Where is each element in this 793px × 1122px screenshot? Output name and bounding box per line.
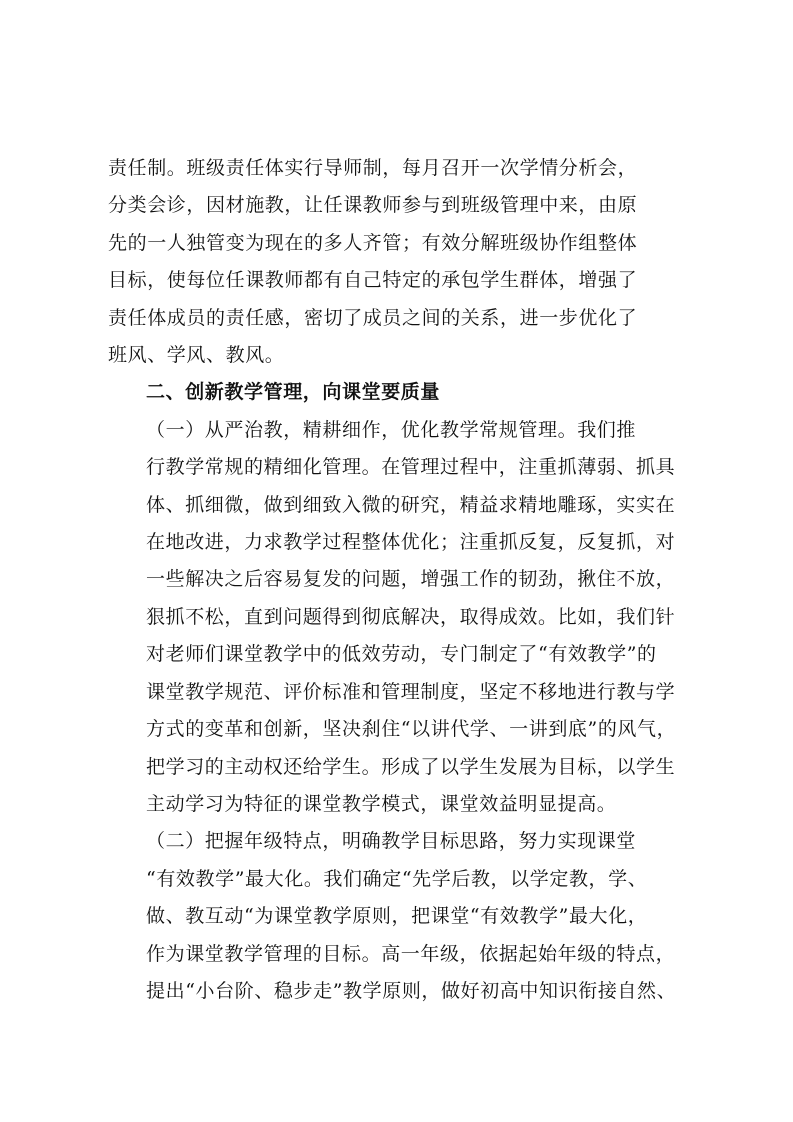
text-line: 对老师们课堂教学中的低效劳动，专门制定了“有效教学”的 (146, 643, 657, 666)
text-line: 分类会诊，因材施教，让任课教师参与到班级管理中来，由原 (108, 194, 638, 217)
text-line: 提出“小台阶、稳步走”教学原则，做好初高中知识衔接自然、 (146, 979, 677, 1002)
text-line: “有效教学”最大化。我们确定“先学后教，以学定教，学、 (146, 867, 648, 890)
text-line: 行教学常规的精细化管理。在管理过程中，注重抓薄弱、抓具 (146, 456, 676, 479)
paragraph (108, 823, 688, 1010)
text-line: 班风、学风、教风。 (108, 344, 285, 367)
text-line: 狠抓不松，直到问题得到彻底解决，取得成效。比如，我们针 (146, 605, 676, 628)
text-line: 体、抓细微，做到细致入微的研究，精益求精地雕琢，实实在 (146, 493, 676, 516)
document-body (108, 150, 688, 1010)
text-line: 课堂教学规范、评价标准和管理制度，坚定不移地进行教与学 (146, 680, 676, 703)
text-line: 把学习的主动权还给学生。形成了以学生发展为目标，以学生 (146, 755, 676, 778)
text-line: 先的一人独管变为现在的多人齐管；有效分解班级协作组整体 (108, 231, 638, 254)
paragraph (108, 150, 688, 374)
text-line: （二）把握年级特点，明确教学目标思路，努力实现课堂 (146, 830, 637, 853)
text-line: （一）从严治教，精耕细作，优化教学常规管理。我们推 (146, 418, 637, 441)
text-line: 目标，使每位任课教师都有自己特定的承包学生群体，增强了 (108, 269, 638, 292)
text-line: 主动学习为特征的课堂教学模式，课堂效益明显提高。 (146, 792, 617, 815)
paragraph (108, 412, 688, 823)
text-line: 方式的变革和创新，坚决刹住“以讲代学、一讲到底”的风气， (146, 718, 677, 741)
text-line: 做、教互动“为课堂教学原则，把课堂“有效教学”最大化， (146, 905, 648, 928)
text-line: 二、创新教学管理，向课堂要质量 (146, 381, 441, 404)
text-line: 责任制。班级责任体实行导师制，每月召开一次学情分析会， (108, 157, 638, 179)
text-line: 责任体成员的责任感，密切了成员之间的关系，进一步优化了 (108, 306, 638, 329)
text-line: 作为课堂教学管理的目标。高一年级，依据起始年级的特点， (146, 942, 676, 965)
section-heading (108, 374, 688, 411)
text-line: 在地改进，力求教学过程整体优化；注重抓反复，反复抓，对 (146, 531, 676, 554)
text-line: 一些解决之后容易复发的问题，增强工作的韧劲，揪住不放， (146, 568, 676, 591)
